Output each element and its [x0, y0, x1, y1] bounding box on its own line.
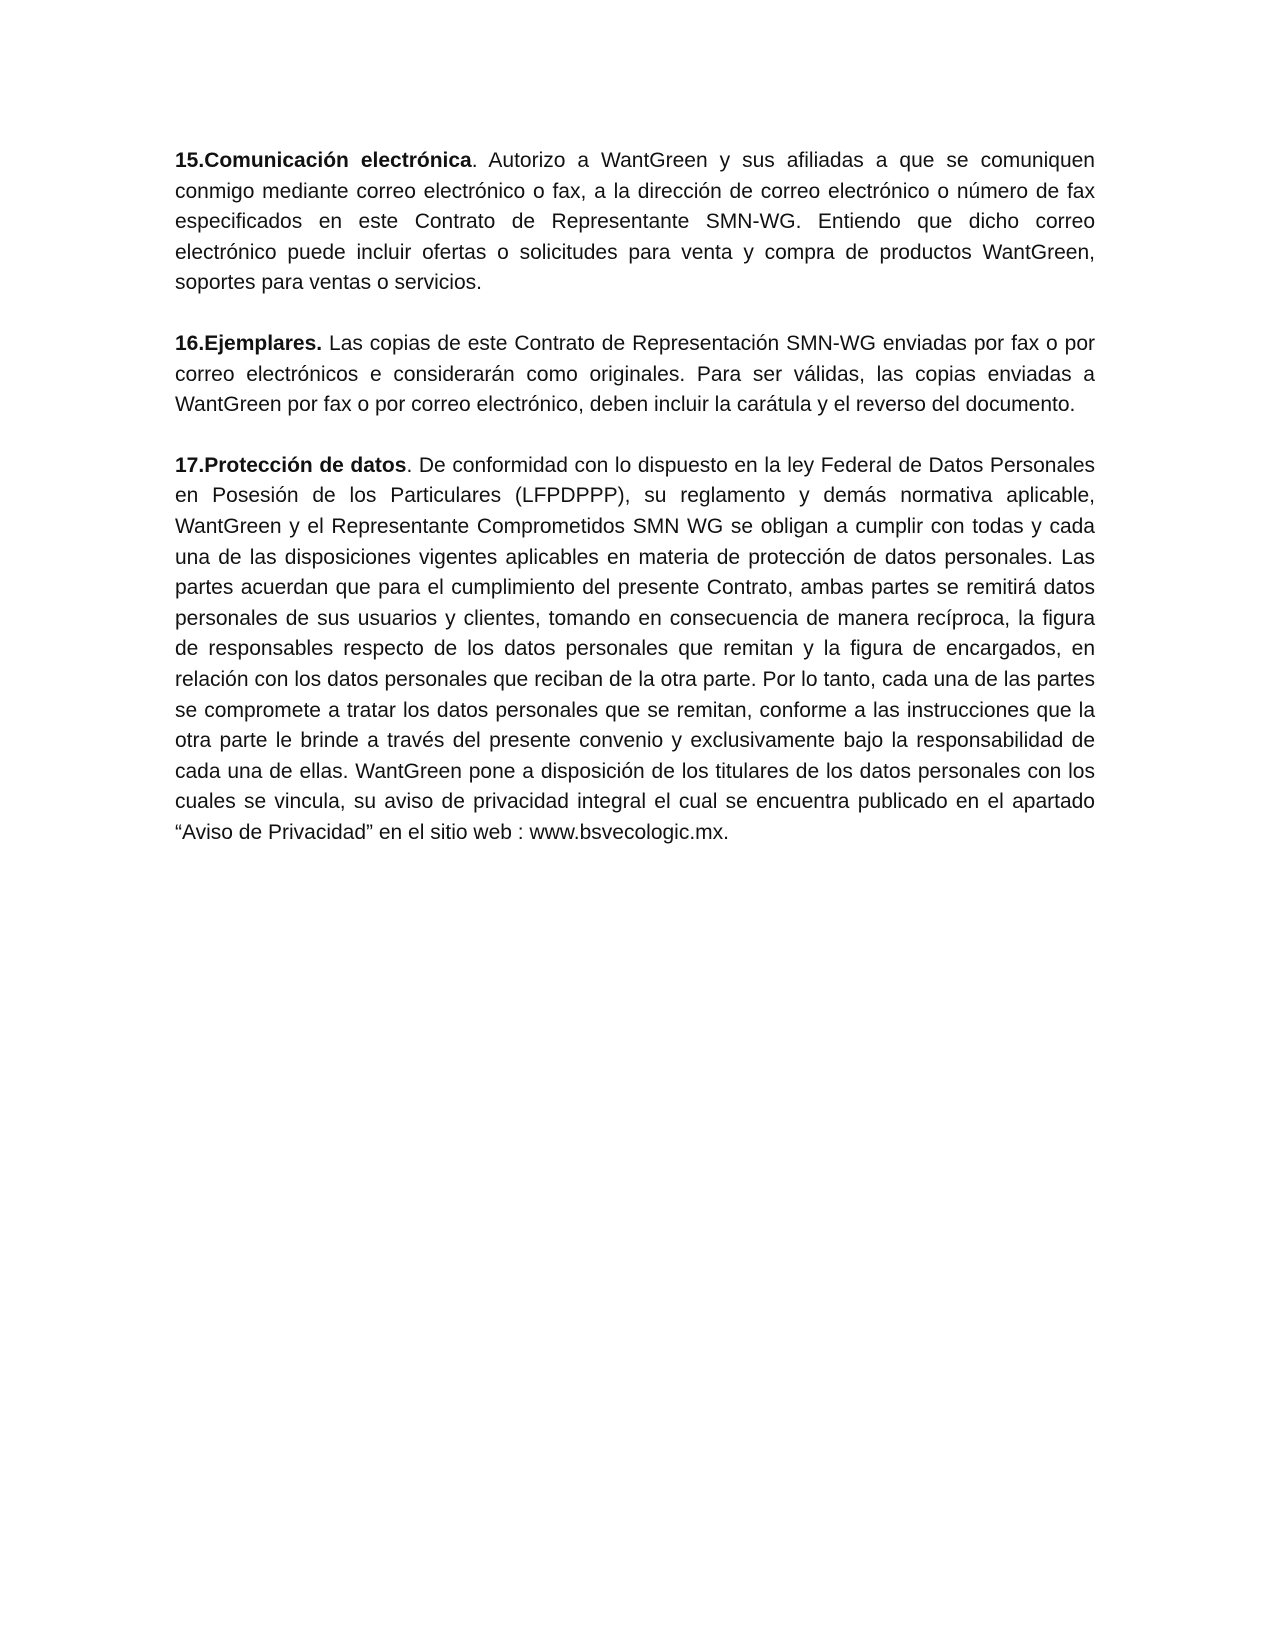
- clause-heading: 17.Protección de datos: [175, 453, 407, 477]
- clause-heading: 15.Comunicación electrónica: [175, 149, 472, 172]
- clause-heading: 16.Ejemplares.: [175, 331, 323, 355]
- clause-15-electronic-communication: [175, 146, 1095, 299]
- clause-text: Las copias de este Contrato de Representación SMN-WG enviadas por fax o por correo electrónicos e considerarán como originales. Para ser válidas, las copias enviadas a WantGreen por fax o por correo electrónico, deben incluir la carátula y el reverso del documento.: [175, 331, 1095, 417]
- clause-text: . De conformidad con lo dispuesto en la ley Federal de Datos Personales en Posesión de los Particulares (LFPDPPP), su reglamento y demás normativa aplicable, WantGreen y el Representante Comprometidos SMN WG se obligan a cumplir con todas y cada una de las disposiciones vigentes aplicables en materia de protección de datos personales. Las partes acuerdan que para el cumplimiento del presente Contrato, ambas partes se remitirá datos personales de sus usuarios y clientes, tomando en consecuencia de manera recíproca, la figura de responsables respecto de los datos personales que remitan y la figura de encargados, en relación con los datos personales que reciban de la otra parte. Por lo tanto, cada una de las partes se compromete a tratar los datos personales que se remitan, conforme a las instrucciones que la otra parte le brinde a través del presente convenio y exclusivamente bajo la responsabilidad de cada una de ellas. WantGreen pone a disposición de los titulares de los datos personales con los cuales se vincula, su aviso de privacidad integral el cual se encuentra publicado en el apartado “Aviso de Privacidad” en el sitio web : www.bsvecologic.mx.: [175, 453, 1095, 844]
- clause-16-copies: [175, 329, 1095, 421]
- clause-17-data-protection: [175, 451, 1095, 849]
- clause-text: . Autorizo a WantGreen y sus afiliadas a que se comuniquen conmigo mediante correo electrónico o fax, a la dirección de correo electrónico o número de fax especificados en este Contrato de Representante SMN-WG. Entiendo que dicho correo electrónico puede incluir ofertas o solicitudes para venta y compra de productos WantGreen, soportes para ventas o servicios.: [175, 149, 1095, 295]
- document-body: [175, 146, 1095, 878]
